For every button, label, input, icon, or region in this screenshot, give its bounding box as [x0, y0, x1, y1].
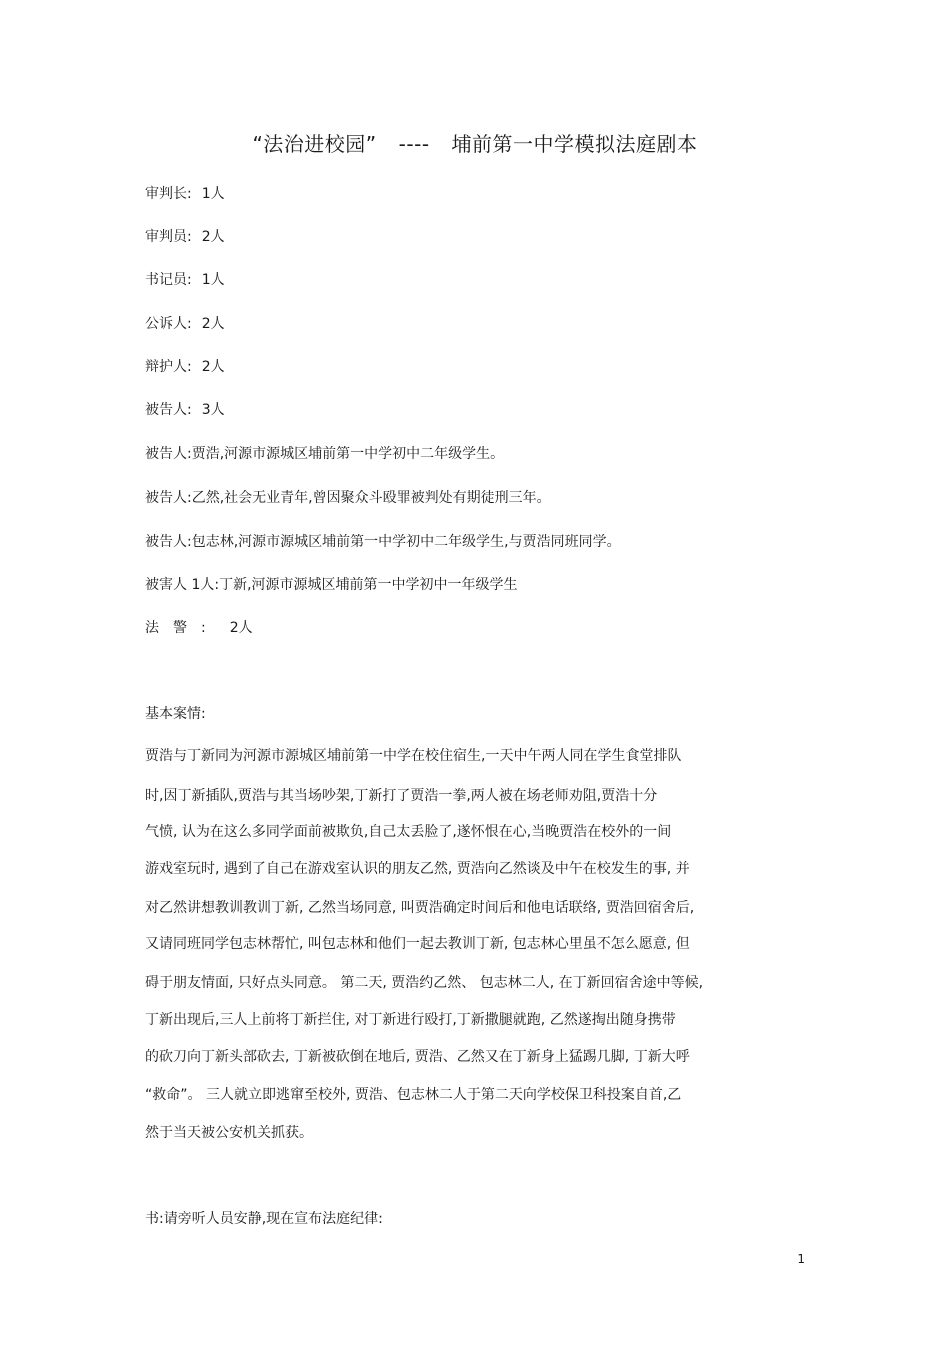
- case-line: 的砍刀向丁新头部砍去, 丁新被砍倒在地后, 贾浩、乙然又在丁新身上猛踢几脚, 丁新大呼: [145, 1049, 690, 1065]
- police-count: 2人: [229, 620, 253, 636]
- case-line: 对乙然讲想教训教训丁新, 乙然当场同意, 叫贾浩确定时间后和他电话联络, 贾浩回宿舍后,: [145, 900, 695, 916]
- role-count: 1人: [201, 186, 225, 202]
- role-label: 辩护人:: [145, 359, 192, 375]
- case-line: 游戏室玩时, 遇到了自己在游戏室认识的朋友乙然, 贾浩向乙然谈及中午在校发生的事, 并: [145, 861, 690, 877]
- clerk-line: 书:请旁听人员安静,现在宣布法庭纪律:: [145, 1211, 383, 1227]
- case-line: 贾浩与丁新同为河源市源城区埔前第一中学在校住宿生,一天中午两人同在学生食堂排队: [145, 748, 682, 764]
- role-line: [145, 269, 225, 289]
- page-title: [0, 128, 950, 157]
- role-line: [145, 183, 225, 203]
- case-line: “救命”。 三人就立即逃窜至校外, 贾浩、包志林二人于第二天向学校保卫科投案自首,乙: [145, 1087, 682, 1103]
- case-line: 丁新出现后,三人上前将丁新拦住, 对丁新进行殴打,丁新撒腿就跑, 乙然遂掏出随身携带: [145, 1012, 676, 1028]
- role-count: 2人: [201, 359, 225, 375]
- role-count: 1人: [201, 272, 225, 288]
- role-label: 书记员:: [145, 272, 192, 288]
- title-left: “法治进校园”: [252, 132, 377, 156]
- case-line: 碍于朋友情面, 只好点头同意。 第二天, 贾浩约乙然、 包志林二人, 在丁新回宿舍途中等候,: [145, 975, 704, 991]
- title-separator: ----: [398, 132, 430, 156]
- role-line: [145, 356, 225, 376]
- title-right: 埔前第一中学模拟法庭剧本: [451, 132, 698, 156]
- case-line: 气愤, 认为在这么多同学面前被欺负,自己太丢脸了,遂怀恨在心,当晚贾浩在校外的一间: [145, 824, 672, 840]
- role-label: 公诉人:: [145, 316, 192, 332]
- role-label: 被告人:: [145, 402, 192, 418]
- case-line: 又请同班同学包志林帮忙, 叫包志林和他们一起去教训丁新, 包志林心里虽不怎么愿意, 但: [145, 936, 690, 952]
- role-count: 2人: [201, 316, 225, 332]
- person-line: 被告人:贾浩,河源市源城区埔前第一中学初中二年级学生。: [145, 446, 505, 462]
- case-line: 然于当天被公安机关抓获。: [145, 1125, 313, 1141]
- role-label: 审判长:: [145, 186, 192, 202]
- role-count: 2人: [201, 229, 225, 245]
- role-label: 审判员:: [145, 229, 192, 245]
- case-heading: 基本案情:: [145, 706, 206, 722]
- person-line: 被告人:包志林,河源市源城区埔前第一中学初中二年级学生,与贾浩同班同学。: [145, 534, 621, 550]
- role-line: [145, 399, 225, 419]
- page-number: 1: [797, 1252, 805, 1266]
- person-line: 被害人 1人:丁新,河源市源城区埔前第一中学初中一年级学生: [145, 577, 518, 593]
- police-label: 法警:: [145, 620, 220, 636]
- role-count: 3人: [201, 402, 225, 418]
- person-line: 被告人:乙然,社会无业青年,曾因聚众斗殴罪被判处有期徒刑三年。: [145, 490, 551, 506]
- case-line: 时,因丁新插队,贾浩与其当场吵架,丁新打了贾浩一拳,两人被在场老师劝阻,贾浩十分: [145, 788, 658, 804]
- police-line: [145, 617, 253, 637]
- role-line: [145, 226, 225, 246]
- role-line: [145, 313, 225, 333]
